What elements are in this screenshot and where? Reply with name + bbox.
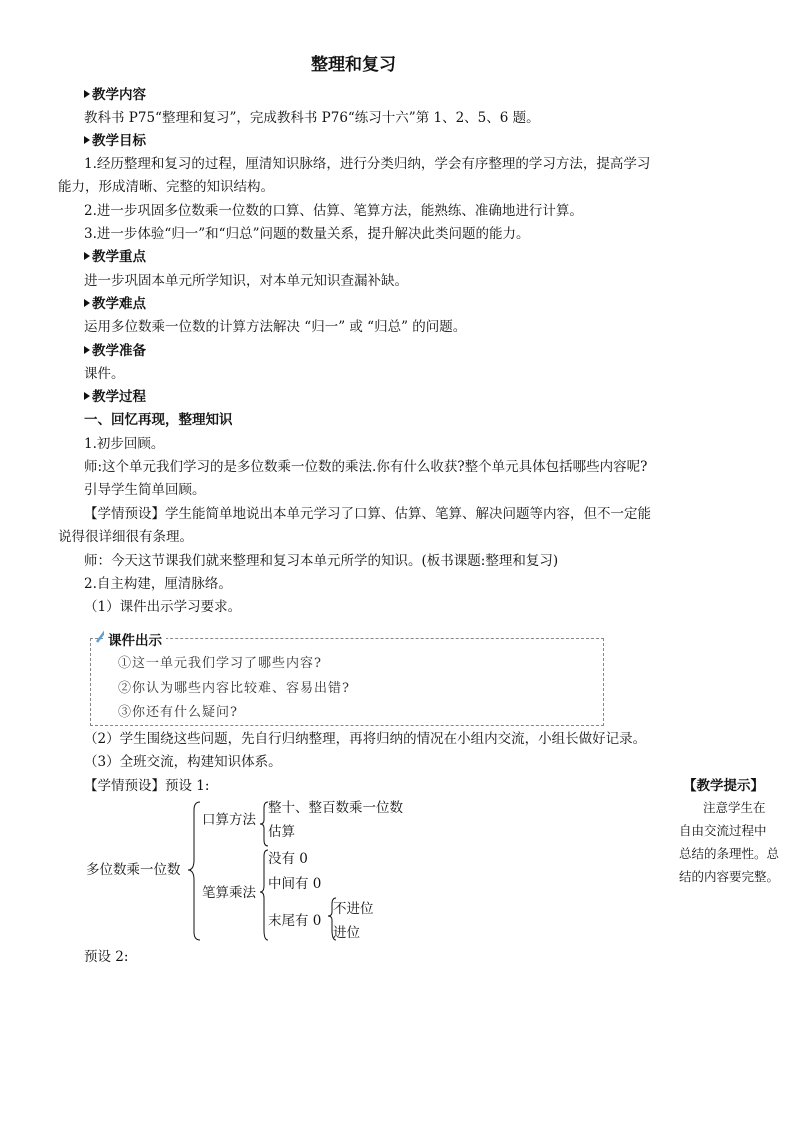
triangle-bullet-icon: [84, 346, 90, 354]
paragraph: （2）学生围绕这些问题，先自行归纳整理，再将归纳的情况在小组内交流，小组长做好记录。: [84, 731, 647, 747]
paragraph: 预设 2:: [84, 949, 129, 965]
tree-branch: 笔算乘法: [202, 885, 256, 901]
paragraph: 说得很详细很有条理。: [58, 529, 193, 545]
side-note-head: 【教学提示】: [683, 778, 764, 794]
tree-leaf: 中间有 0: [268, 876, 322, 892]
tree-leaf: 估算: [268, 824, 295, 840]
part-1-heading: 一、回忆再现，整理知识: [84, 412, 233, 428]
goal-1-line-1: 1.经历整理和复习的过程，厘清知识脉络，进行分类归纳，学会有序整理的学习方法，提高学习: [84, 156, 651, 172]
triangle-bullet-icon: [84, 90, 90, 98]
tree-subleaf: 不进位: [333, 901, 374, 917]
triangle-bullet-icon: [84, 252, 90, 260]
courseware-item: ①这一单元我们学习了哪些内容?: [118, 656, 322, 671]
courseware-item: ②你认为哪些内容比较难、容易出错?: [118, 681, 350, 696]
goal-1-line-2: 能力，形成清晰、完整的知识结构。: [58, 179, 274, 195]
paragraph: 【学情预设】学生能简单地说出本单元学习了口算、估算、笔算、解决问题等内容，但不一定能: [84, 506, 651, 522]
triangle-bullet-icon: [84, 392, 90, 400]
page-title: 整理和复习: [311, 55, 396, 75]
section-head-content: 教学内容: [84, 86, 146, 104]
paragraph: 【学情预设】预设 1:: [84, 778, 210, 794]
tree-subleaf: 进位: [333, 925, 360, 941]
tree-leaf: 整十、整百数乘一位数: [268, 800, 403, 816]
tree-leaf: 末尾有 0: [268, 913, 322, 929]
tree-root: 多位数乘一位数: [86, 862, 181, 878]
prep-text: 课件。: [84, 366, 125, 382]
courseware-item: ③你还有什么疑问?: [118, 705, 238, 720]
section-head-process: 教学过程: [84, 388, 146, 406]
paragraph: 2.自主构建，厘清脉络。: [84, 576, 232, 592]
side-note-line: 自由交流过程中: [679, 823, 767, 838]
tree-branch: 口算方法: [202, 812, 256, 828]
paragraph: （3）全班交流，构建知识体系。: [84, 754, 282, 770]
side-note-line: 结的内容要完整。: [679, 869, 780, 884]
triangle-bullet-icon: [84, 136, 90, 144]
paragraph: 师:这个单元我们学习的是多位数乘一位数的乘法.你有什么收获?整个单元具体包括哪些内容呢?: [84, 459, 648, 475]
goal-2: 2.进一步巩固多位数乘一位数的口算、估算、笔算方法，能熟练、准确地进行计算。: [84, 203, 583, 219]
paragraph: 师：今天这节课我们就来整理和复习本单元所学的知识。(板书课题:整理和复习): [84, 553, 559, 569]
goal-3: 3.进一步体验“归一”和“归总”问题的数量关系，提升解决此类问题的能力。: [84, 226, 530, 242]
courseware-label: 课件出示: [104, 629, 166, 649]
triangle-bullet-icon: [84, 299, 90, 307]
section-head-goals: 教学目标: [84, 132, 146, 150]
paragraph: 1.初步回顾。: [84, 436, 165, 452]
paragraph: （1）课件出示学习要求。: [84, 599, 242, 615]
side-note-line: 总结的条理性。总: [679, 846, 780, 861]
section-head-prep: 教学准备: [84, 342, 146, 360]
content-text: 教科书 P75“整理和复习”，完成教科书 P76“练习十六”第 1、2、5、6 题。: [84, 110, 540, 126]
key-text: 进一步巩固本单元所学知识，对本单元知识查漏补缺。: [84, 273, 408, 289]
tree-leaf: 没有 0: [268, 851, 308, 867]
difficult-text: 运用多位数乘一位数的计算方法解决 “归一” 或 “归总” 的问题。: [84, 319, 467, 335]
side-note-line: 注意学生在: [703, 800, 766, 815]
section-head-key: 教学重点: [84, 248, 146, 266]
paragraph: 引导学生简单回顾。: [84, 482, 206, 498]
section-head-difficult: 教学难点: [84, 295, 146, 313]
